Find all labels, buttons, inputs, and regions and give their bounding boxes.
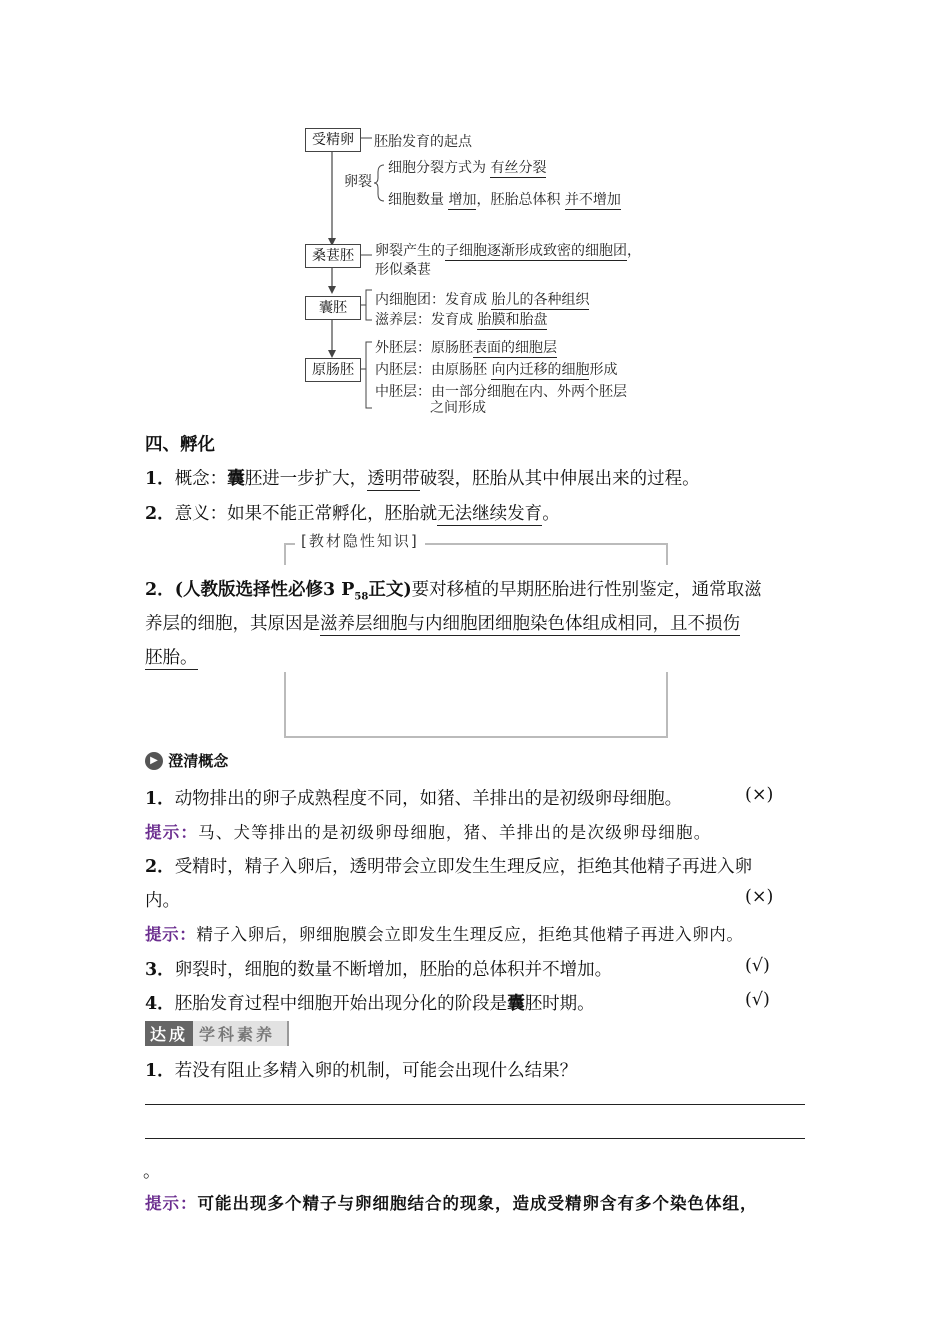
clarify-tip-2: 提示：精子入卵后，卵细胞膜会立即发生生理反应，拒绝其他精子再进入卵内。 [145,925,744,944]
stage-morula-box: 桑葚胚 [305,244,361,268]
cleavage-label: 卵裂 [344,174,372,190]
hidden-knowledge-line-3: 胚胎。 [145,648,198,668]
answer-blank-line-1[interactable] [145,1104,805,1105]
literacy-tip: 提示：可能出现多个精子与卵细胞结合的现象，造成受精卵含有多个染色体组， [145,1194,758,1213]
hidden-knowledge-line-1: 2．(人教版选择性必修3 $P_{58}$正文)要对移植的早期胚胎进行性别鉴定，通常取滋 [145,580,762,603]
clarify-q2-line-1: 2．受精时，精子入卵后，透明带会立即发生生理反应，拒绝其他精子再进入卵 [145,857,753,877]
hidden-knowledge-title: [教材隐性知识] [295,530,425,551]
box-frame-bottom [284,672,668,738]
literacy-banner [145,1021,289,1045]
clarify-q3: 3．卵裂时，细胞的数量不断增加，胚胎的总体积并不增加。 [145,960,613,980]
gastrula-line-4: 之间形成 [430,400,486,416]
stage-blastocyst-box: 囊胚 [305,296,361,320]
stage-gastrula-box: 原肠胚 [305,358,361,382]
clarify-q1: 1．动物排出的卵子成熟程度不同，如猪、羊排出的是初级卵母细胞。 [145,789,683,809]
clarify-heading: ▶ 澄清概念 [145,750,228,771]
clarify-tip-1: 提示：马、犬等排出的是初级卵母细胞，猪、羊排出的是次级卵母细胞。 [145,823,712,842]
clarify-q1-mark: (×) [745,785,774,805]
hatching-item-1: 1．概念：囊胚进一步扩大，透明带破裂，胚胎从其中伸展出来的过程。 [145,469,700,489]
zygote-note: 胚胎发育的起点 [374,134,472,150]
blastocyst-line-1: 内细胞团：发育成 胎儿的各种组织 [375,292,590,308]
literacy-tag-1: 达成 [145,1021,193,1046]
clarify-q2-line-2: 内。 [145,891,180,911]
hatching-item-2: 2．意义：如果不能正常孵化，胚胎就无法继续发育。 [145,504,560,524]
cleavage-line-1: 细胞分裂方式为 有丝分裂 [388,160,547,176]
gastrula-line-1: 外胚层：原肠胚表面的细胞层 [375,340,557,356]
cleavage-line-2: 细胞数量 增加，胚胎总体积 并不增加 [388,192,621,208]
clarify-q3-mark: (√) [745,956,770,976]
section-heading-hatching: 四、孵化 [145,435,215,455]
answer-end-mark: 。 [143,1162,161,1182]
play-icon: ▶ [145,752,163,770]
morula-line-1: 卵裂产生的子细胞逐渐形成致密的细胞团， [375,243,641,259]
gastrula-line-3: 中胚层：由一部分细胞在内、外两个胚层 [375,384,627,400]
hidden-knowledge-line-2: 养层的细胞，其原因是滋养层细胞与内细胞团细胞染色体组成相同，且不损伤 [145,614,740,634]
stage-zygote-box: 受精卵 [305,128,361,152]
clarify-q4: 4．胚胎发育过程中细胞开始出现分化的阶段是囊胚时期。 [145,994,595,1014]
morula-line-2: 形似桑葚 [375,262,431,278]
gastrula-line-2: 内胚层：由原肠胚 向内迁移的细胞形成 [375,362,618,378]
literacy-tag-2: 学科素养 [193,1021,289,1046]
answer-blank-line-2[interactable] [145,1138,805,1139]
clarify-q2-mark: (×) [745,887,774,907]
clarify-q4-mark: (√) [745,990,770,1010]
literacy-q1: 1．若没有阻止多精入卵的机制，可能会出现什么结果？ [145,1061,578,1081]
blastocyst-line-2: 滋养层：发育成 胎膜和胎盘 [375,312,548,328]
